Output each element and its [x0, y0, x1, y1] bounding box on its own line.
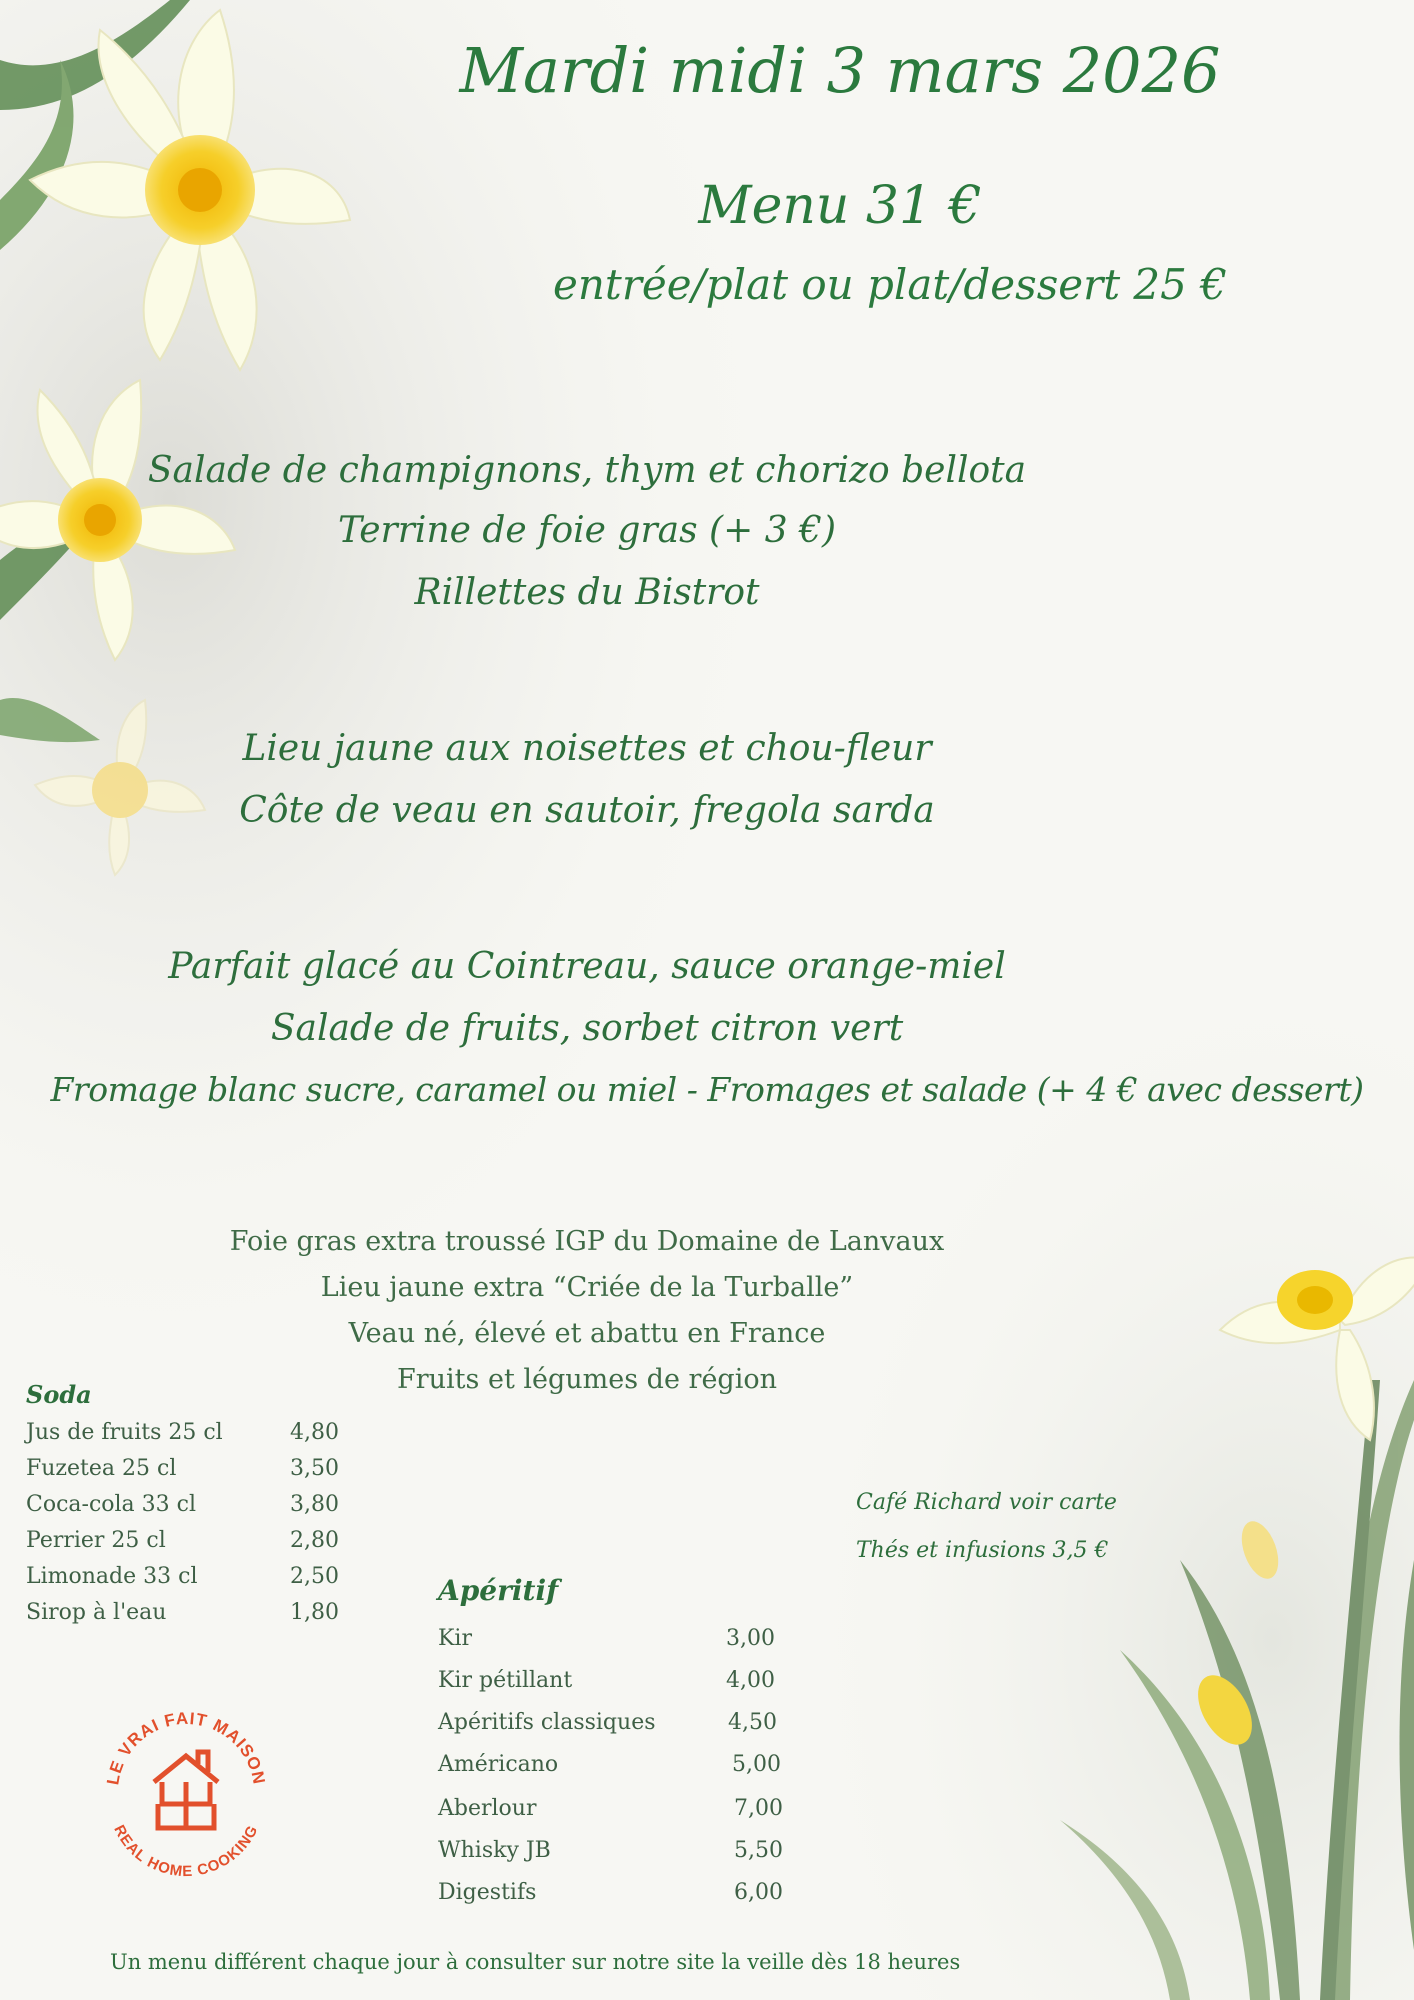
starter-item: Terrine de foie gras (+ 3 €): [337, 510, 837, 551]
aperitif-item-price: 3,00: [726, 1626, 775, 1651]
soda-item-name: Limonade 33 cl: [26, 1564, 198, 1589]
soda-item-name: Perrier 25 cl: [26, 1528, 166, 1553]
coffee-line: Café Richard voir carte: [856, 1490, 1117, 1515]
aperitif-item-price: 4,00: [726, 1668, 775, 1693]
svg-text:REAL HOME COOKING: [110, 1822, 261, 1880]
footer-note: Un menu différent chaque jour à consulter sur notre site la veille dès 18 heures: [110, 1950, 961, 1974]
aperitif-item-price: 6,00: [734, 1880, 783, 1905]
aperitif-item-name: Américano: [438, 1752, 559, 1777]
soda-item-price: 3,50: [290, 1456, 339, 1481]
aperitif-item-name: Kir pétillant: [438, 1668, 573, 1693]
provenance-line: Fruits et légumes de région: [397, 1364, 777, 1395]
soda-item-name: Coca-cola 33 cl: [26, 1492, 197, 1517]
house-icon: [154, 1752, 218, 1828]
tea-line: Thés et infusions 3,5 €: [856, 1538, 1109, 1563]
provenance-line: Foie gras extra troussé IGP du Domaine de Lanvaux: [229, 1226, 945, 1257]
logo-top-text: LE VRAI FAIT MAISON: [103, 1708, 269, 1787]
aperitif-item-price: 5,50: [734, 1838, 783, 1863]
soda-item-price: 3,80: [290, 1492, 339, 1517]
menu-price: Menu 31 €: [698, 176, 982, 236]
dessert-item: Salade de fruits, sorbet citron vert: [270, 1008, 904, 1049]
main-item: Lieu jaune aux noisettes et chou-fleur: [242, 728, 932, 769]
main-item: Côte de veau en sautoir, fregola sarda: [239, 790, 935, 831]
soda-item-name: Fuzetea 25 cl: [26, 1456, 177, 1481]
soda-item-price: 1,80: [290, 1600, 339, 1625]
starter-item: Salade de champignons, thym et chorizo bellota: [147, 450, 1027, 491]
date-title: Mardi midi 3 mars 2026: [459, 34, 1221, 107]
soda-item-price: 2,80: [290, 1528, 339, 1553]
soda-item-price: 4,80: [290, 1420, 339, 1445]
aperitif-item-price: 7,00: [734, 1796, 783, 1821]
aperitif-item-name: Kir: [438, 1626, 472, 1651]
soda-item-name: Jus de fruits 25 cl: [26, 1420, 223, 1445]
aperitif-item-price: 5,00: [732, 1752, 781, 1777]
dessert-item: Parfait glacé au Cointreau, sauce orange-miel: [168, 946, 1006, 987]
aperitif-item-name: Aberlour: [438, 1796, 537, 1821]
svg-text:LE VRAI FAIT MAISON: [103, 1709, 268, 1787]
starter-item: Rillettes du Bistrot: [414, 572, 760, 613]
provenance-line: Lieu jaune extra “Criée de la Turballe”: [320, 1272, 854, 1303]
aperitif-item-name: Digestifs: [438, 1880, 537, 1905]
provenance-line: Veau né, élevé et abattu en France: [348, 1318, 826, 1349]
aperitif-item-name: Apéritifs classiques: [438, 1710, 656, 1735]
soda-item-name: Sirop à l'eau: [26, 1600, 167, 1625]
aperitif-title: Apéritif: [438, 1574, 559, 1607]
aperitif-item-price: 4,50: [728, 1710, 777, 1735]
fait-maison-logo: [96, 1700, 276, 1880]
soda-item-price: 2,50: [290, 1564, 339, 1589]
dessert-item: Fromage blanc sucre, caramel ou miel - Fromages et salade (+ 4 € avec dessert): [50, 1070, 1364, 1109]
soda-title: Soda: [26, 1380, 92, 1409]
aperitif-item-name: Whisky JB: [438, 1838, 551, 1863]
logo-bottom-text: REAL HOME COOKING: [110, 1822, 262, 1880]
formula-price: entrée/plat ou plat/dessert 25 €: [553, 260, 1227, 309]
